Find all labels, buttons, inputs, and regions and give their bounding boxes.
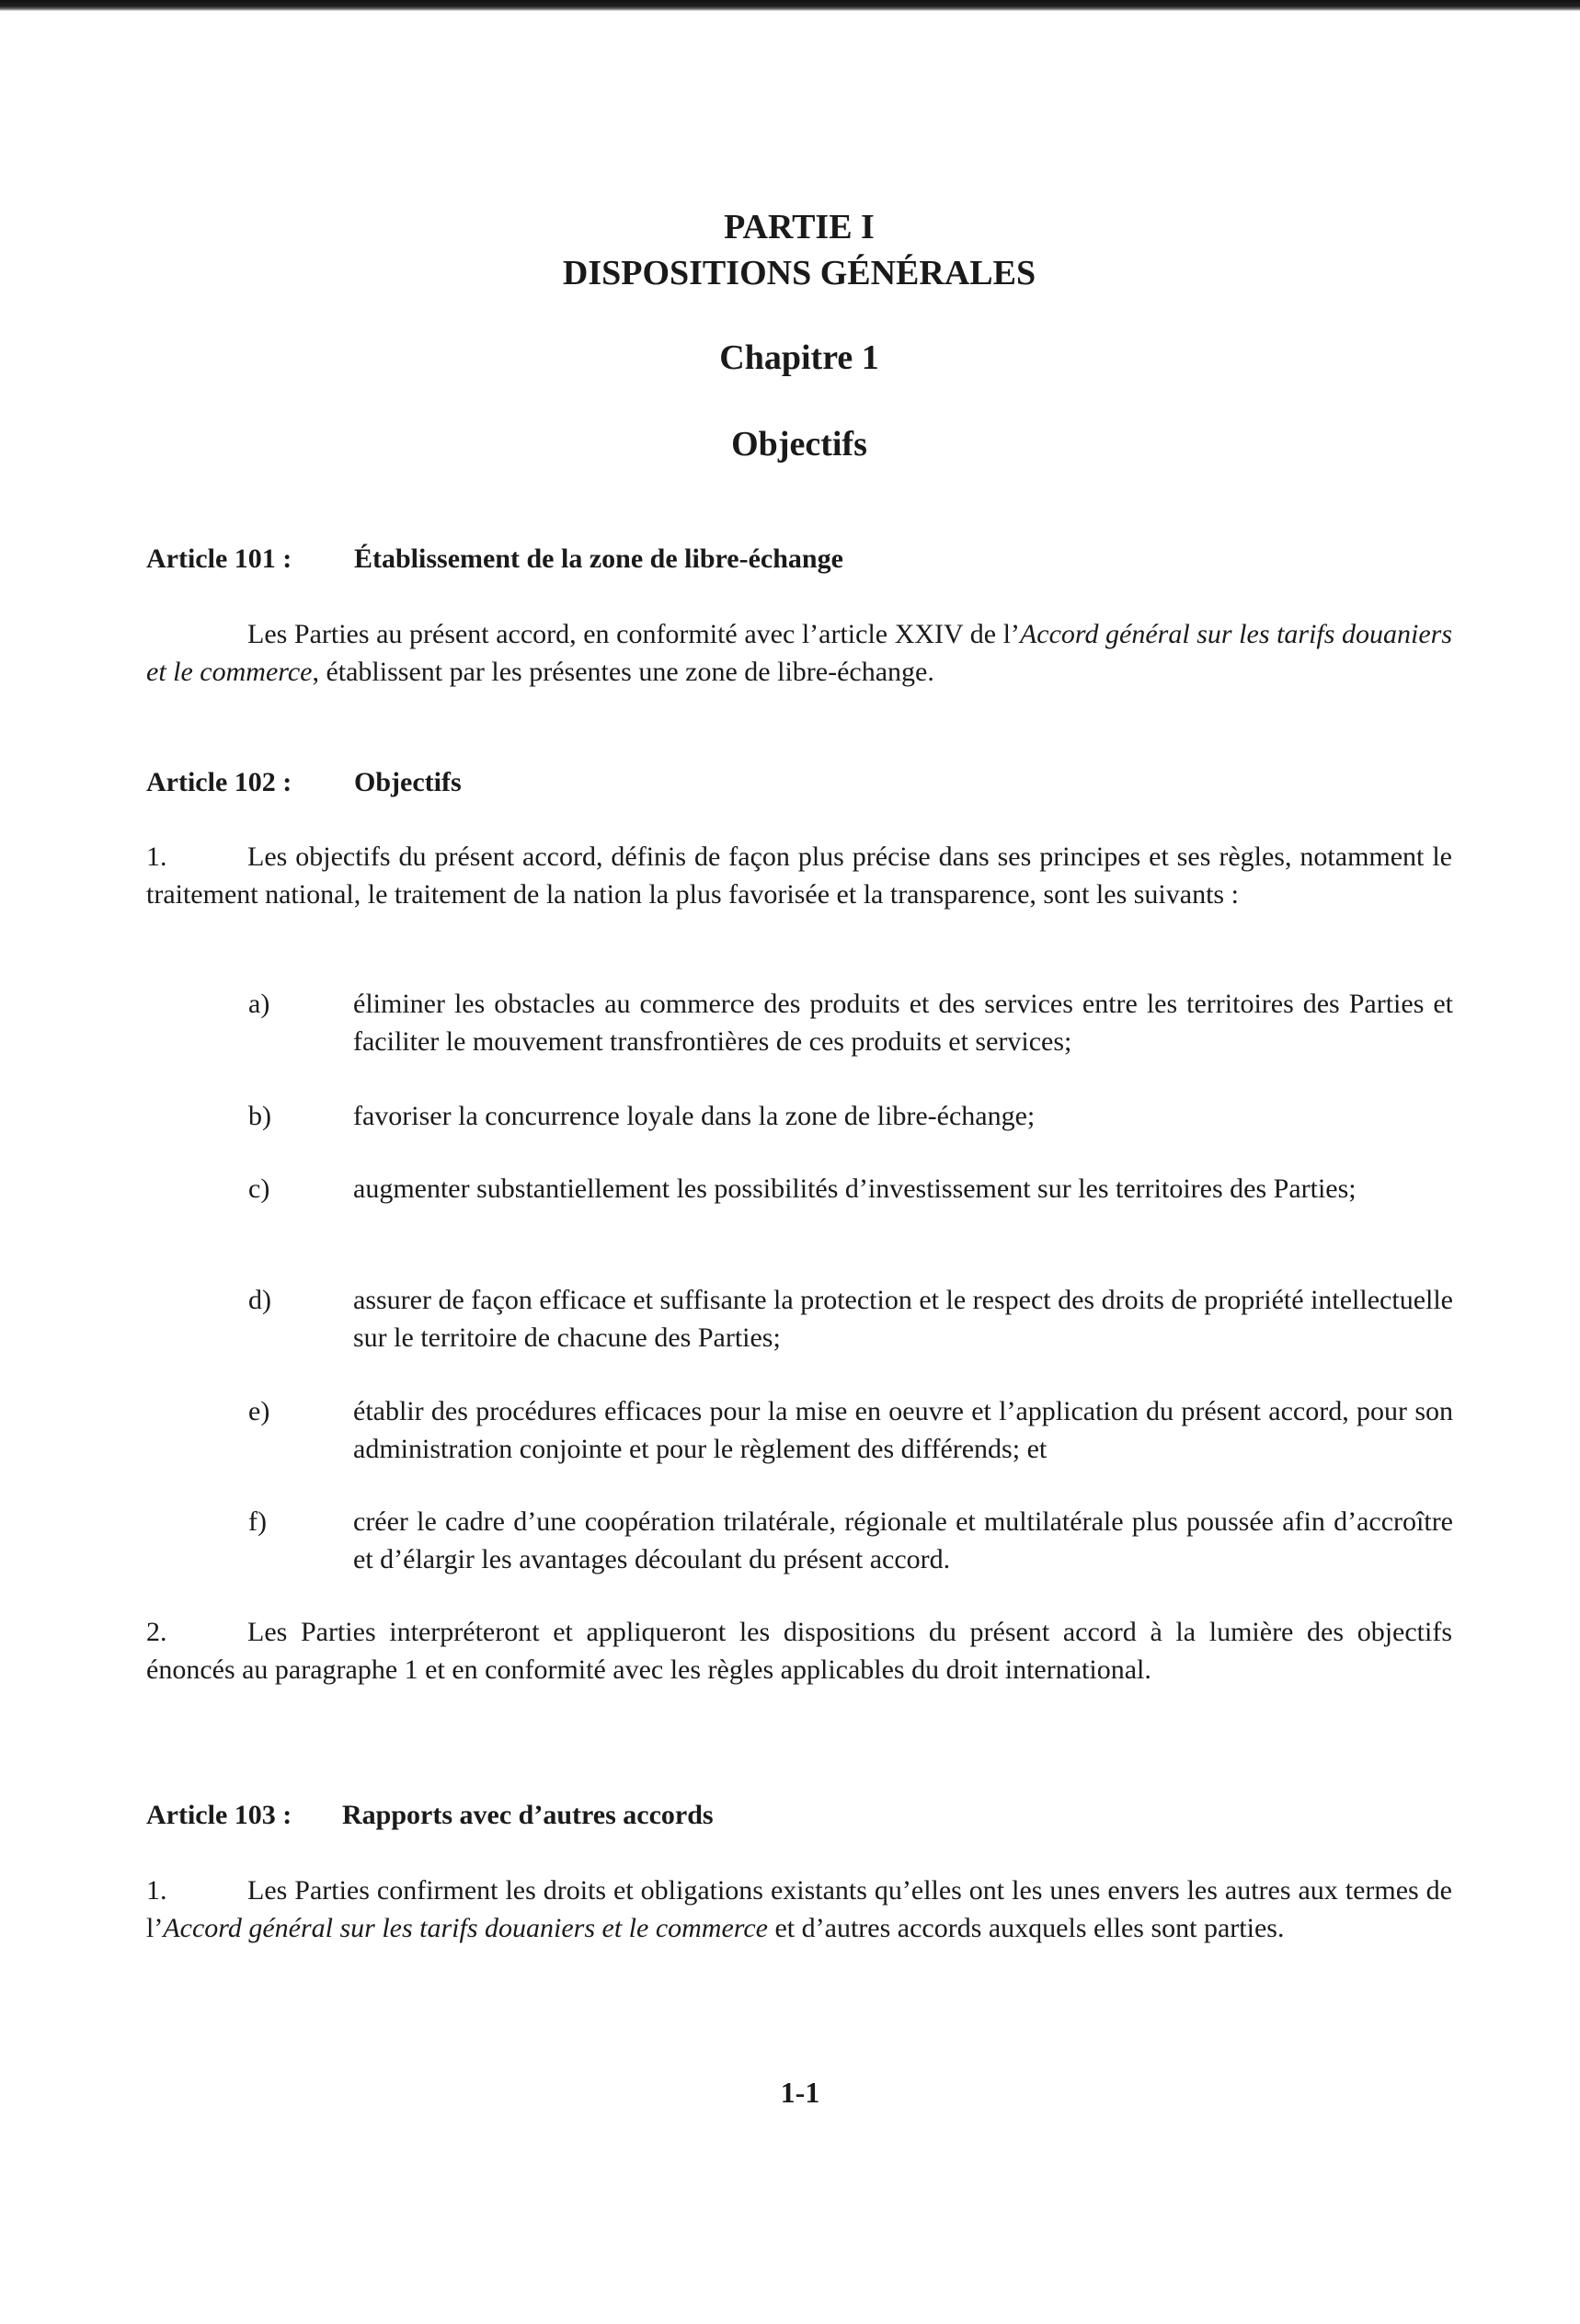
part-title: PARTIE I [724, 208, 875, 246]
objective-label-a: a) [248, 989, 270, 1019]
article-102-para-2-text: Les Parties interpréteront et appliqueront les dispositions du présent accord à la lumière des objectifs énoncés au paragraphe 1 et en conformité avec les règles applicables du droit international. [146, 1617, 1452, 1685]
objective-label-f: f) [248, 1506, 267, 1537]
article-102-heading [146, 764, 462, 801]
article-103-title: Rapports avec d’autres accords [342, 1800, 714, 1830]
objective-text-a: éliminer les obstacles au commerce des produits et des services entre les territoires des Parties et faciliter le mouvement transfrontières de ces produits et services; [353, 989, 1453, 1057]
objective-text-b: favoriser la concurrence loyale dans la zone de libre-échange; [353, 1101, 1036, 1131]
article-103-heading [146, 1797, 714, 1834]
article-101-label: Article 101 : [146, 544, 292, 574]
page-number: 1-1 [780, 2076, 820, 2109]
article-102-paragraph-2 [146, 1613, 1452, 1689]
article-102-title: Objectifs [354, 767, 462, 797]
article-101-heading [146, 541, 843, 578]
article-103-text-after: et d’autres accords auxquels elles sont parties. [767, 1913, 1285, 1943]
article-102-para-1-text: Les objectifs du présent accord, définis de façon plus précise dans ses principes et ses règles, notamment le traitement national, le traitement de la nation la plus favorisée et la transparence, sont les suivants : [146, 841, 1452, 910]
objective-label-c: c) [248, 1173, 270, 1204]
objective-text-f: créer le cadre d’une coopération trilatérale, régionale et multilatérale plus poussée afin d’accroître et d’élargir les avantages découlant du présent accord. [353, 1506, 1453, 1574]
chapter-title: Objectifs [731, 425, 867, 464]
objective-text-d: assurer de façon efficace et suffisante la protection et le respect des droits de propriété intellectuelle sur le territoire de chacune des Parties; [353, 1285, 1453, 1353]
article-103-text-italic: Accord général sur les tarifs douaniers et le commerce [163, 1913, 768, 1943]
article-102-paragraph-1 [146, 838, 1452, 913]
article-101-text-before: Les Parties au présent accord, en conformité avec l’article XXIV de l’ [247, 619, 1020, 649]
objective-label-b: b) [248, 1101, 271, 1131]
article-103-label: Article 103 : [146, 1800, 292, 1830]
article-101-text-italic: Accord général sur les tarifs douaniers et le commerce [146, 619, 1453, 687]
article-103-para-1-number: 1. [146, 1875, 167, 1906]
article-102-para-2-number: 2. [146, 1617, 167, 1647]
article-101-text-after: , établissent par les présentes une zone de libre-échange. [312, 657, 934, 687]
part-subtitle: DISPOSITIONS GÉNÉRALES [562, 254, 1036, 292]
article-102-para-1-number: 1. [146, 841, 167, 872]
chapter-heading: Chapitre 1 [719, 338, 879, 377]
article-103-paragraph-1 [146, 1872, 1452, 1947]
article-101-paragraph [146, 615, 1452, 691]
objective-label-e: e) [248, 1396, 270, 1426]
article-102-label: Article 102 : [146, 767, 292, 797]
objective-label-d: d) [248, 1285, 271, 1315]
article-103-text-before: Les Parties confirment les droits et obligations existants qu’elles ont les unes envers les autres aux termes de l’ [146, 1875, 1452, 1943]
objective-text-c: augmenter substantiellement les possibilités d’investissement sur les territoires des Parties; [353, 1173, 1357, 1204]
article-101-title: Établissement de la zone de libre-échange [354, 544, 843, 574]
objective-text-e: établir des procédures efficaces pour la mise en oeuvre et l’application du présent accord, pour son administration conjointe et pour le règlement des différends; et [353, 1396, 1453, 1464]
